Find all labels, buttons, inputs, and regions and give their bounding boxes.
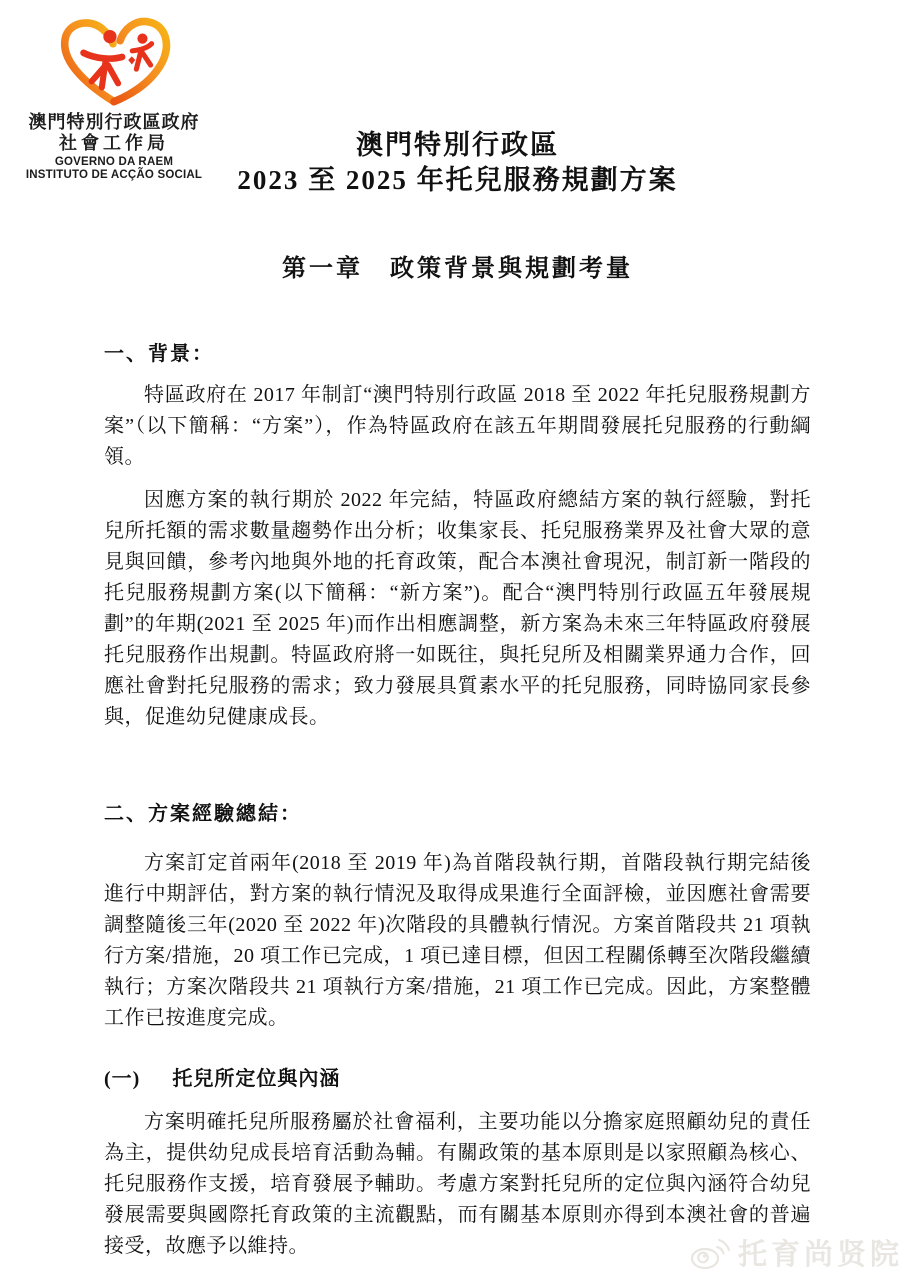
background-paragraph-1: 特區政府在 2017 年制訂“澳門特別行政區 2018 至 2022 年托兒服務規劃方案”（以下簡稱：“方案”），作為特區政府在該五年期間發展托兒服務的行動綱領。 (104, 384, 811, 468)
section-experience-summary (104, 797, 811, 1262)
document-title-line2: 2023 至 2025 年托兒服務規劃方案 (237, 165, 678, 195)
org-name-zh-line2: 社會工作局 (59, 133, 169, 153)
subsection-title: 托兒所定位與內涵 (172, 1068, 341, 1090)
positioning-paragraph-1: 方案明確托兒所服務屬於社會福利，主要功能以分擔家庭照顧幼兒的責任為主，提供幼兒成長培育活動為輔。有關政策的基本原則是以家照顧為核心、托兒服務作支援，培育發展予輔助。考慮方案對托兒所的定位與內涵符合幼兒發展需要與國際托育政策的主流觀點，而有關基本原則亦得到本澳社會的普遍接受，故應予以維持。 (104, 1111, 811, 1257)
weibo-icon (689, 1236, 731, 1270)
watermark (689, 1232, 903, 1273)
ias-heart-logo-icon (53, 12, 175, 110)
chapter-heading: 第一章 政策背景與規劃考量 (282, 256, 633, 282)
document-title-line1: 澳門特別行政區 (356, 130, 559, 160)
org-name-pt-line1: GOVERNO DA RAEM (54, 156, 174, 168)
ias-logo-block (16, 12, 212, 182)
section-background (104, 337, 811, 733)
background-paragraph-2: 因應方案的執行期於 2022 年完結，特區政府總結方案的執行經驗，對托兒所托額的需求數量趨勢作出分析；收集家長、托兒服務業界及社會大眾的意見與回饋，參考內地與外地的托育政策，配合本澳社會現況，制訂新一階段的托兒服務規劃方案(以下簡稱：“新方案”)。配合“澳門特別行政區五年發展規劃”的年期(2021 至 2025 年)而作出相應調整，新方案為未來三年特區政府發展托兒服務作出規劃。特區政府將一如既往，與托兒所及相關業界通力合作，回應社會對托兒服務的需求；致力發展具質素水平的托兒服務，同時協同家長參與，促進幼兒健康成長。 (104, 489, 811, 728)
experience-paragraph-1: 方案訂定首兩年(2018 至 2019 年)為首階段執行期，首階段執行期完結後進行中期評估，對方案的執行情況及取得成果進行全面評檢，並因應社會需要調整隨後三年(2020 至 2022 年)次階段的具體執行情況。方案首階段共 21 項執行方案/措施，20 項工作已完成，1 項已達目標，但因工程關係轉至次階段繼續執行；方案次階段共 21 項執行方案/措施，21 項工作已完成。因此，方案整體工作已按進度完成。 (104, 852, 811, 1029)
org-name-zh-line1: 澳門特別行政區政府 (28, 112, 200, 132)
watermark-text: 托育尚贤院 (737, 1239, 903, 1271)
section-experience-heading: 二、方案經驗總結： (104, 803, 302, 825)
section-background-heading: 一、背景： (104, 343, 214, 365)
subsection-positioning-heading (104, 1062, 811, 1091)
subsection-number: (一) (104, 1068, 141, 1090)
org-name-pt-line2: INSTITUTO DE ACÇÃO SOCIAL (25, 169, 203, 181)
